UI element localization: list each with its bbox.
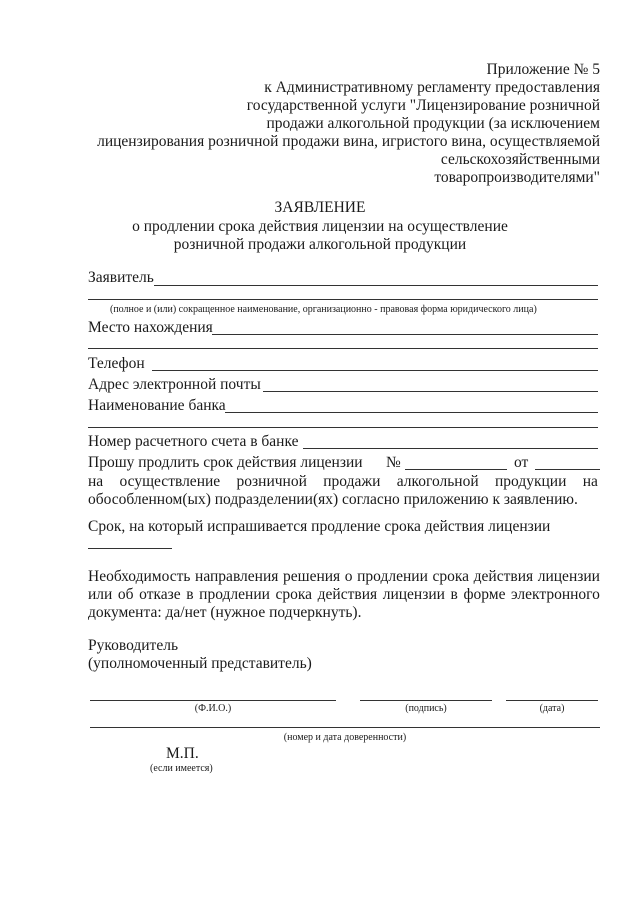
- fio-field-line[interactable]: [90, 700, 336, 701]
- necessity-line-2: [88, 585, 600, 604]
- request-word: на: [582, 473, 598, 490]
- proxy-field-line[interactable]: [90, 727, 600, 728]
- stamp-label: М.П.: [166, 745, 199, 762]
- request-word: розничной: [236, 473, 307, 490]
- fio-hint: (Ф.И.О.): [194, 703, 232, 714]
- location-label: Место нахождения: [88, 319, 213, 336]
- applicant-hint: (полное и (или) сокращенное наименование, организационно - правовая форма юридического лица): [110, 304, 537, 315]
- representative-label: (уполномоченный представитель): [88, 655, 312, 672]
- request-word: продукции: [495, 473, 567, 490]
- necessity-word: лицензии: [382, 586, 445, 603]
- applicant-field-line[interactable]: [154, 285, 598, 286]
- necessity-word: в: [450, 586, 458, 603]
- email-label: Адрес электронной почты: [88, 376, 261, 393]
- necessity-word: о: [344, 568, 353, 585]
- license-date-field[interactable]: [535, 469, 600, 470]
- necessity-word: срока: [275, 586, 313, 603]
- necessity-word: продлении: [357, 568, 428, 585]
- applicant-field-line-2[interactable]: [88, 299, 598, 300]
- request-word: алкогольной: [396, 473, 479, 490]
- date-hint: (дата): [539, 703, 565, 714]
- header-line-4: продажи алкогольной продукции (за исключением: [266, 115, 600, 132]
- request-word: продажи: [323, 473, 381, 490]
- date-field-line[interactable]: [506, 700, 598, 701]
- necessity-word: срока: [432, 568, 470, 585]
- necessity-word: форме: [463, 586, 506, 603]
- signature-field-line[interactable]: [360, 700, 492, 701]
- request-word: осуществление: [119, 473, 221, 490]
- necessity-word: действия: [317, 586, 378, 603]
- necessity-word: или: [88, 586, 113, 603]
- document-subtitle-1: о продлении срока действия лицензии на осуществление: [132, 218, 508, 235]
- request-label: Прошу продлить срок действия лицензии: [88, 454, 363, 471]
- document-subtitle-2: розничной продажи алкогольной продукции: [173, 236, 467, 253]
- stamp-hint: (если имеется): [150, 763, 213, 774]
- license-date-label: от: [514, 454, 529, 471]
- header-line-3: государственной услуги "Лицензирование розничной: [246, 97, 600, 114]
- request-line-2: [88, 472, 598, 491]
- applicant-label: Заявитель: [88, 269, 154, 286]
- location-field-line-2[interactable]: [88, 348, 598, 349]
- necessity-word: направления: [195, 568, 279, 585]
- account-label: Номер расчетного счета в банке: [88, 433, 299, 450]
- necessity-word: электронного: [511, 586, 600, 603]
- bank-label: Наименование банка: [88, 397, 226, 414]
- license-number-sign: №: [386, 454, 401, 471]
- necessity-word: отказе: [139, 586, 181, 603]
- necessity-word: продлении: [199, 586, 270, 603]
- header-line-6: сельскохозяйственными: [440, 151, 600, 168]
- bank-field-line-2[interactable]: [88, 427, 598, 428]
- phone-label: Телефон: [88, 355, 145, 372]
- request-line-3: обособленном(ых) подразделении(ях) согласно приложению к заявлению.: [88, 491, 578, 508]
- term-field-line[interactable]: [88, 548, 172, 549]
- appendix-number: Приложение № 5: [486, 61, 600, 78]
- document-title: ЗАЯВЛЕНИЕ: [274, 199, 366, 216]
- necessity-word: действия: [473, 568, 534, 585]
- email-field-line[interactable]: [263, 391, 598, 392]
- necessity-word: об: [117, 586, 134, 603]
- bank-field-line[interactable]: [225, 412, 598, 413]
- location-field-line[interactable]: [212, 334, 598, 335]
- phone-field-line[interactable]: [152, 370, 598, 371]
- necessity-word: Необходимость: [88, 568, 191, 585]
- license-number-field[interactable]: [405, 469, 507, 470]
- necessity-line-3: документа: да/нет (нужное подчеркнуть).: [88, 604, 362, 621]
- head-label: Руководитель: [88, 637, 179, 654]
- proxy-hint: (номер и дата доверенности): [283, 732, 407, 743]
- header-line-5: лицензирования розничной продажи вина, игристого вина, осуществляемой: [97, 133, 600, 150]
- account-field-line[interactable]: [303, 448, 598, 449]
- header-line-7: товаропроизводителями": [434, 169, 600, 186]
- term-label: Срок, на который испрашивается продление срока действия лицензии: [88, 518, 551, 535]
- necessity-word: в: [186, 586, 194, 603]
- header-line-2: к Административному регламенту предоставления: [264, 79, 600, 96]
- signature-hint: (подпись): [405, 703, 447, 714]
- necessity-word: решения: [283, 568, 341, 585]
- necessity-line-1: [88, 567, 600, 586]
- necessity-word: лицензии: [537, 568, 600, 585]
- request-word: на: [88, 473, 104, 490]
